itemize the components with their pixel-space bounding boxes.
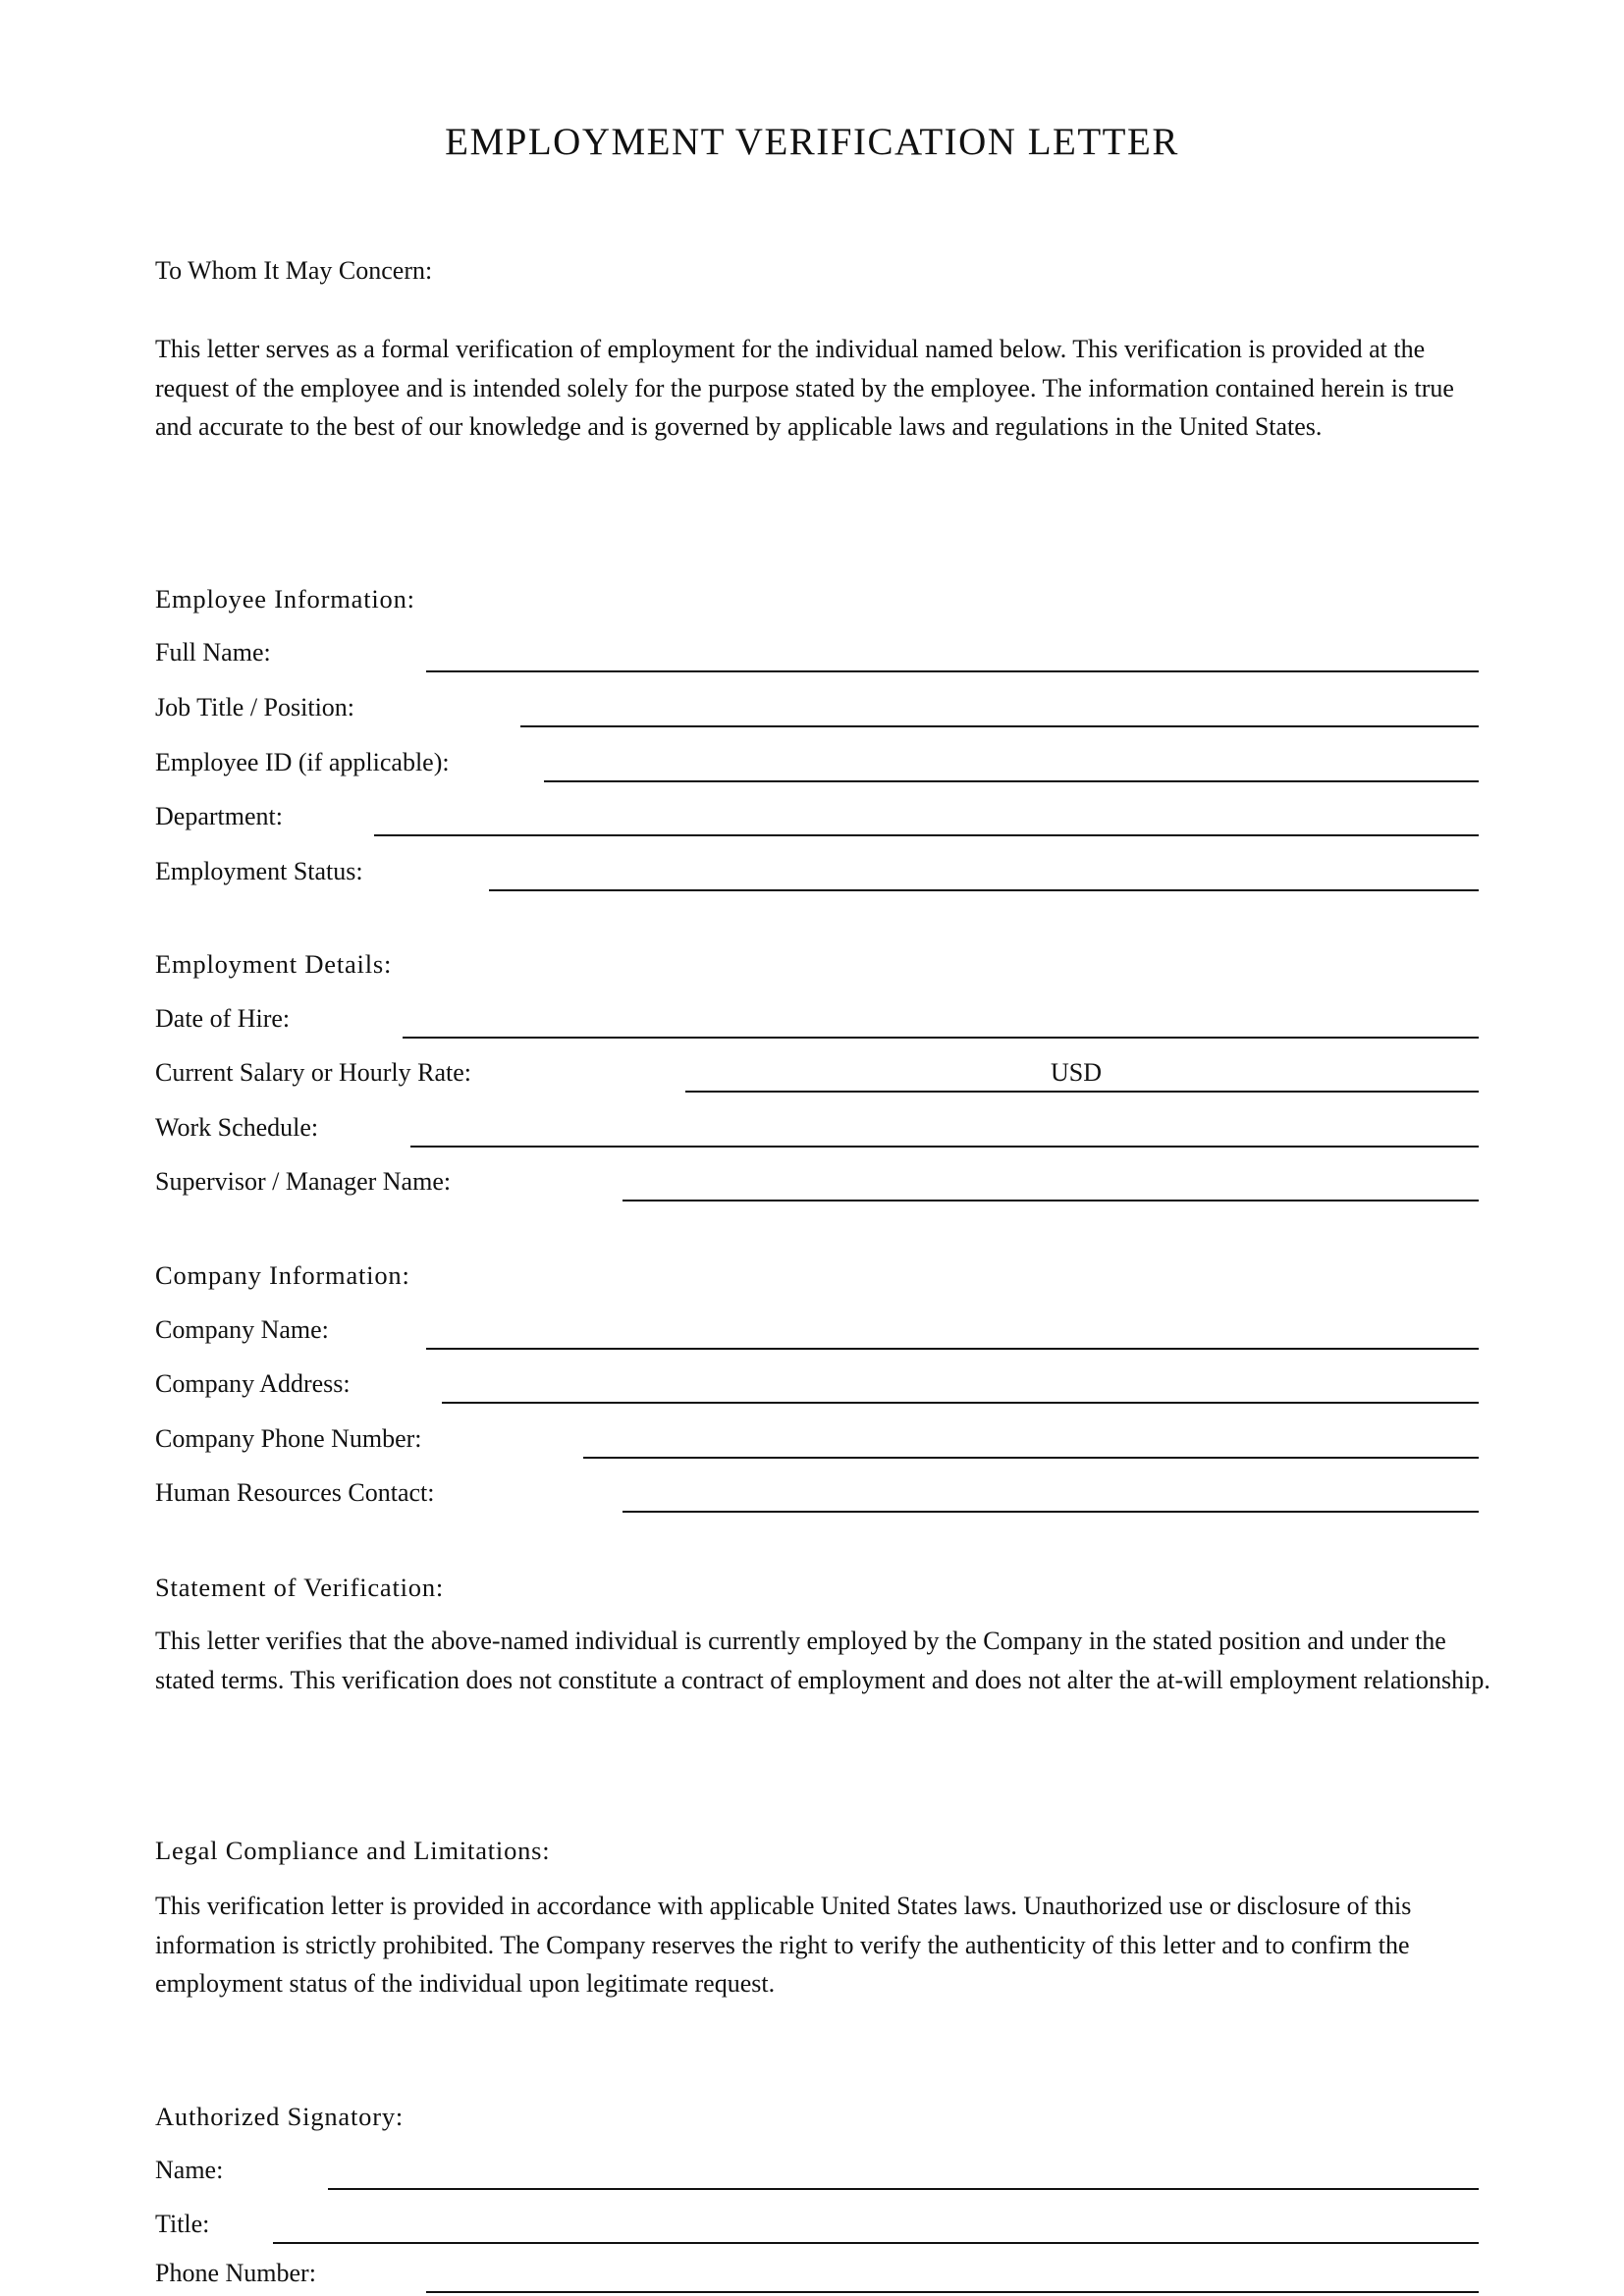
work-schedule-row <box>155 1108 1479 1148</box>
salary-label: Current Salary or Hourly Rate: <box>155 1058 472 1087</box>
employment-details-heading: Employment Details: <box>155 949 393 979</box>
employee-id-row <box>155 743 1479 782</box>
employment-status-label: Employment Status: <box>155 857 363 885</box>
salutation: To Whom It May Concern: <box>155 256 433 285</box>
company-phone-label: Company Phone Number: <box>155 1424 422 1453</box>
employee-id-label: Employee ID (if applicable): <box>155 748 450 776</box>
company-name-field[interactable] <box>426 1348 1479 1350</box>
signatory-title-field[interactable] <box>273 2242 1479 2244</box>
supervisor-field[interactable] <box>623 1200 1479 1201</box>
full-name-row <box>155 633 1479 672</box>
company-phone-row <box>155 1419 1479 1459</box>
statement-of-verification-heading: Statement of Verification: <box>155 1573 445 1602</box>
full-name-field[interactable] <box>426 670 1479 672</box>
company-address-label: Company Address: <box>155 1369 351 1398</box>
supervisor-row <box>155 1162 1479 1201</box>
salary-currency-unit: USD <box>1051 1058 1103 1087</box>
signatory-phone-field[interactable] <box>426 2291 1479 2293</box>
department-label: Department: <box>155 802 283 830</box>
work-schedule-label: Work Schedule: <box>155 1113 319 1142</box>
company-address-row <box>155 1364 1479 1404</box>
authorized-signatory-heading: Authorized Signatory: <box>155 2102 405 2131</box>
hr-contact-row <box>155 1473 1479 1513</box>
salary-row <box>155 1053 1479 1093</box>
legal-compliance-heading: Legal Compliance and Limitations: <box>155 1836 551 1865</box>
supervisor-label: Supervisor / Manager Name: <box>155 1167 452 1196</box>
company-address-field[interactable] <box>442 1402 1479 1404</box>
employment-status-field[interactable] <box>489 889 1479 891</box>
employee-id-field[interactable] <box>544 780 1479 782</box>
signatory-phone-label: Phone Number: <box>155 2259 316 2287</box>
department-row <box>155 797 1479 836</box>
intro-paragraph: This letter serves as a formal verification of employment for the individual named below. This verification is provided at the request of the employee and is intended solely for the purpose stated by the employee. The information contained herein is true and accurate to the best of our knowledge and is governed by applicable laws and regulations in the United States. <box>155 335 1454 441</box>
signatory-name-row <box>155 2151 1479 2190</box>
company-name-label: Company Name: <box>155 1315 329 1344</box>
company-name-row <box>155 1310 1479 1350</box>
job-title-label: Job Title / Position: <box>155 693 355 721</box>
signatory-title-label: Title: <box>155 2210 210 2238</box>
hr-contact-label: Human Resources Contact: <box>155 1478 435 1507</box>
signatory-name-field[interactable] <box>328 2188 1479 2190</box>
date-of-hire-field[interactable] <box>403 1037 1479 1039</box>
statement-of-verification-text: This letter verifies that the above-named individual is currently employed by the Company in the stated position and under the stated terms. This verification does not constitute a contract of employment and does not alter the at-will employment relationship. <box>155 1627 1490 1694</box>
date-of-hire-row <box>155 999 1479 1039</box>
signatory-name-label: Name: <box>155 2156 224 2184</box>
employment-status-row <box>155 852 1479 891</box>
full-name-label: Full Name: <box>155 638 271 667</box>
work-schedule-field[interactable] <box>410 1146 1479 1148</box>
hr-contact-field[interactable] <box>623 1511 1479 1513</box>
company-information-heading: Company Information: <box>155 1260 410 1290</box>
signatory-title-row <box>155 2205 1479 2244</box>
letter-title: EMPLOYMENT VERIFICATION LETTER <box>445 121 1179 163</box>
employee-information-heading: Employee Information: <box>155 584 415 614</box>
department-field[interactable] <box>374 834 1479 836</box>
job-title-field[interactable] <box>520 725 1479 727</box>
legal-compliance-text: This verification letter is provided in accordance with applicable United States laws. Unauthorized use or disclosure of this information is strictly prohibited. The Company reserves the right to verify the authenticity of this letter and to confirm the employment status of the individual upon legitimate request. <box>155 1892 1412 1998</box>
signatory-phone-row <box>155 2254 1479 2293</box>
job-title-row <box>155 688 1479 727</box>
date-of-hire-label: Date of Hire: <box>155 1004 291 1033</box>
company-phone-field[interactable] <box>583 1457 1479 1459</box>
